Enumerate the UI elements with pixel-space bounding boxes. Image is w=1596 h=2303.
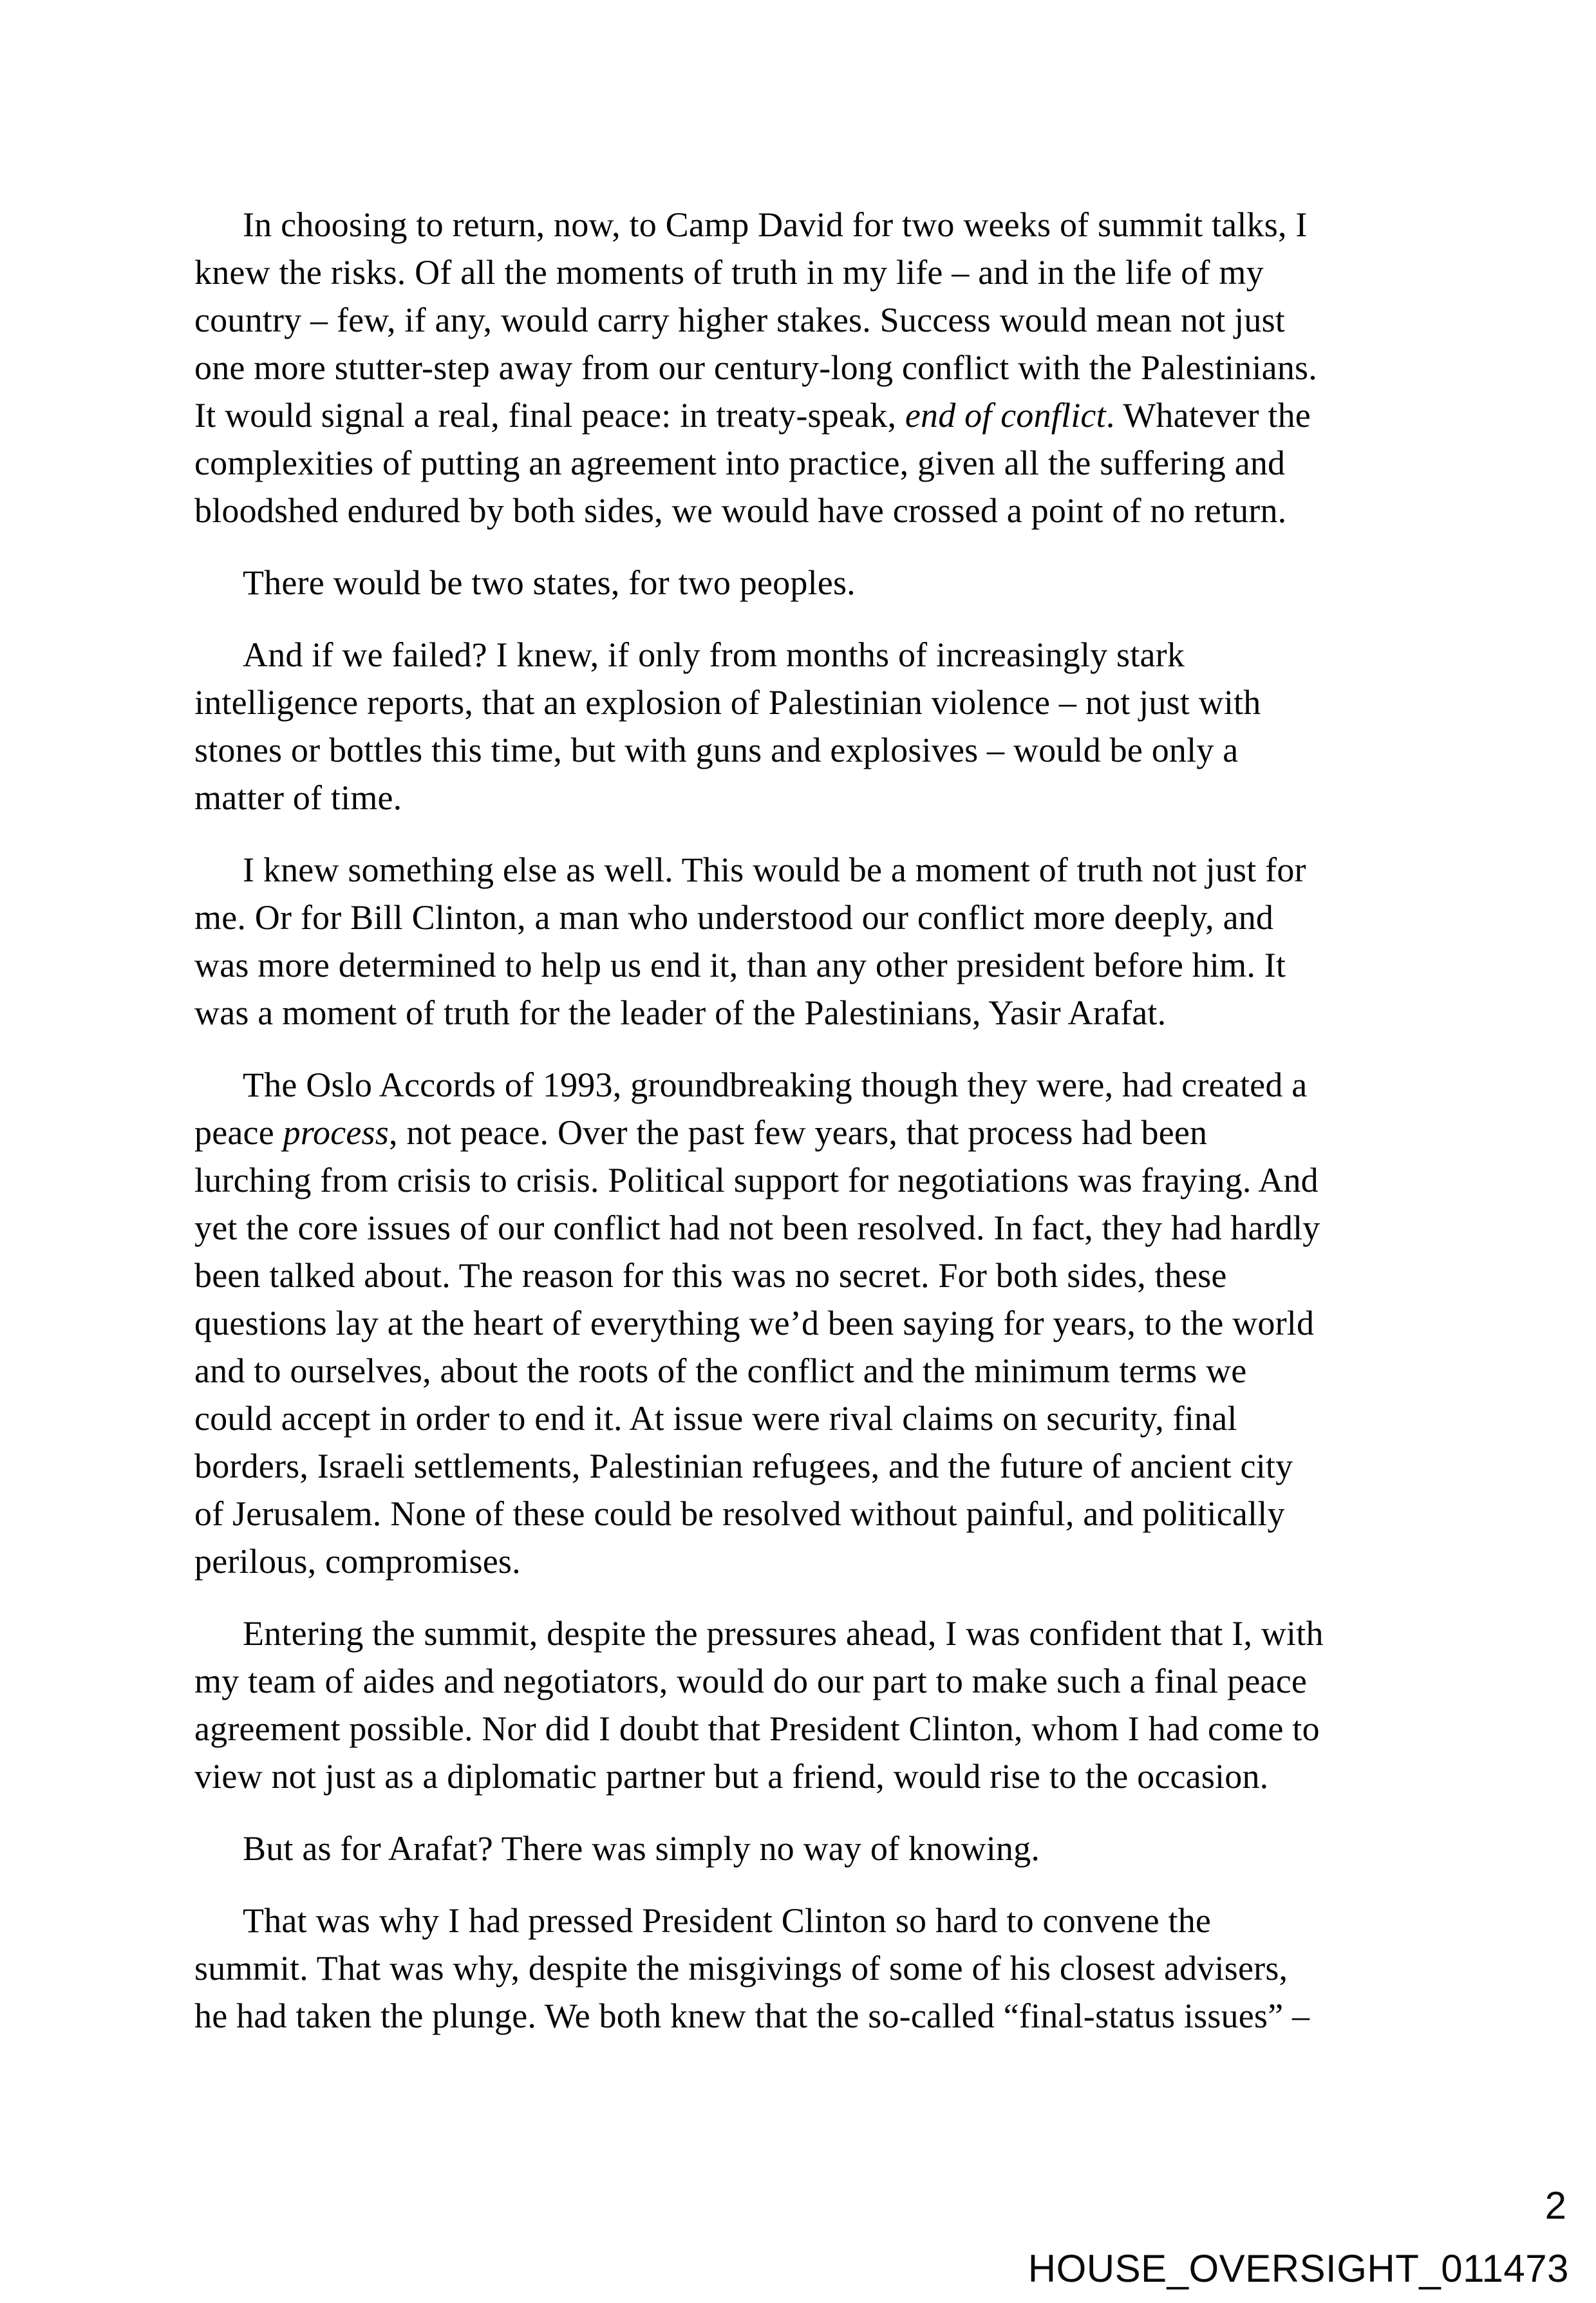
text-line bbox=[194, 1490, 1443, 1537]
text-segment: view not just as a diplomatic partner but a friend, would rise to the occasion. bbox=[194, 1757, 1269, 1796]
paragraph bbox=[194, 559, 1443, 606]
text-line bbox=[194, 774, 1443, 822]
italic-text-segment: process bbox=[283, 1113, 389, 1152]
text-line bbox=[194, 487, 1443, 534]
text-segment: me. Or for Bill Clinton, a man who understood our conflict more deeply, and bbox=[194, 898, 1274, 937]
text-segment: And if we failed? I knew, if only from months of increasingly stark bbox=[243, 635, 1185, 674]
text-segment: The Oslo Accords of 1993, groundbreaking though they were, had created a bbox=[243, 1066, 1308, 1104]
text-segment: matter of time. bbox=[194, 778, 402, 817]
text-line bbox=[194, 1610, 1443, 1657]
paragraph bbox=[194, 201, 1443, 534]
text-segment: I knew something else as well. This would be a moment of truth not just for bbox=[243, 851, 1306, 889]
text-segment: was a moment of truth for the leader of the Palestinians, Yasir Arafat. bbox=[194, 993, 1167, 1032]
text-segment: stones or bottles this time, but with guns and explosives – would be only a bbox=[194, 731, 1239, 769]
text-segment: could accept in order to end it. At issue were rival claims on security, final bbox=[194, 1399, 1237, 1438]
text-segment: But as for Arafat? There was simply no way of knowing. bbox=[243, 1829, 1040, 1868]
paragraph bbox=[194, 1610, 1443, 1800]
text-line bbox=[194, 1156, 1443, 1204]
text-line bbox=[194, 1252, 1443, 1299]
page-number: 2 bbox=[1544, 2184, 1566, 2227]
paragraph bbox=[194, 1061, 1443, 1585]
text-segment: complexities of putting an agreement into practice, given all the suffering and bbox=[194, 444, 1286, 482]
text-segment: questions lay at the heart of everything we’d been saying for years, to the world bbox=[194, 1304, 1315, 1342]
text-segment: agreement possible. Nor did I doubt that President Clinton, whom I had come to bbox=[194, 1709, 1320, 1748]
text-segment: and to ourselves, about the roots of the conflict and the minimum terms we bbox=[194, 1351, 1247, 1390]
page-body bbox=[194, 201, 1443, 2064]
text-segment: summit. That was why, despite the misgivings of some of his closest advisers, bbox=[194, 1949, 1288, 1988]
text-line bbox=[194, 941, 1443, 989]
text-line bbox=[194, 894, 1443, 941]
text-line bbox=[194, 1204, 1443, 1252]
text-line bbox=[194, 989, 1443, 1037]
text-line bbox=[194, 1705, 1443, 1753]
text-line bbox=[194, 344, 1443, 391]
text-segment: knew the risks. Of all the moments of truth in my life – and in the life of my bbox=[194, 253, 1264, 292]
text-segment: lurching from crisis to crisis. Political support for negotiations was fraying. And bbox=[194, 1161, 1319, 1199]
text-line bbox=[194, 559, 1443, 606]
text-line bbox=[194, 1825, 1443, 1872]
text-segment: bloodshed endured by both sides, we would have crossed a point of no return. bbox=[194, 491, 1287, 530]
text-segment: . Whatever the bbox=[1105, 396, 1311, 435]
text-segment: perilous, compromises. bbox=[194, 1542, 521, 1581]
text-segment: yet the core issues of our conflict had not been resolved. In fact, they had hardly bbox=[194, 1208, 1320, 1247]
text-line bbox=[194, 391, 1443, 439]
text-segment: , not peace. Over the past few years, that process had been bbox=[388, 1113, 1208, 1152]
text-segment: That was why I had pressed President Clinton so hard to convene the bbox=[243, 1901, 1212, 1940]
text-segment: he had taken the plunge. We both knew that the so-called “final-status issues” – bbox=[194, 1997, 1310, 2035]
text-segment: one more stutter-step away from our century-long conflict with the Palestinians. bbox=[194, 348, 1317, 387]
text-line bbox=[194, 726, 1443, 774]
text-line bbox=[194, 201, 1443, 249]
text-line bbox=[194, 1347, 1443, 1395]
text-line bbox=[194, 1944, 1443, 1992]
text-line bbox=[194, 1109, 1443, 1156]
text-line bbox=[194, 1753, 1443, 1800]
text-segment: Entering the summit, despite the pressures ahead, I was confident that I, with bbox=[243, 1614, 1324, 1653]
text-segment: country – few, if any, would carry higher stakes. Success would mean not just bbox=[194, 301, 1285, 339]
text-segment: borders, Israeli settlements, Palestinian refugees, and the future of ancient city bbox=[194, 1447, 1293, 1485]
text-line bbox=[194, 249, 1443, 296]
paragraph bbox=[194, 846, 1443, 1037]
text-line bbox=[194, 1657, 1443, 1705]
text-line bbox=[194, 1299, 1443, 1347]
text-line bbox=[194, 1897, 1443, 1944]
italic-text-segment: end of conflict bbox=[905, 396, 1106, 435]
text-line bbox=[194, 439, 1443, 487]
text-segment: In choosing to return, now, to Camp David for two weeks of summit talks, I bbox=[243, 205, 1308, 244]
paragraph bbox=[194, 1897, 1443, 2040]
text-line bbox=[194, 1395, 1443, 1442]
text-line bbox=[194, 631, 1443, 679]
text-segment: been talked about. The reason for this was no secret. For both sides, these bbox=[194, 1256, 1227, 1295]
text-line bbox=[194, 296, 1443, 344]
text-line bbox=[194, 679, 1443, 726]
text-line bbox=[194, 846, 1443, 894]
text-segment: my team of aides and negotiators, would do our part to make such a final peace bbox=[194, 1662, 1308, 1700]
text-segment: intelligence reports, that an explosion of Palestinian violence – not just with bbox=[194, 683, 1261, 722]
text-segment: It would signal a real, final peace: in treaty-speak, bbox=[194, 396, 905, 435]
text-segment: peace bbox=[194, 1113, 283, 1152]
text-line bbox=[194, 1442, 1443, 1490]
paragraph bbox=[194, 631, 1443, 822]
bates-number: HOUSE_OVERSIGHT_011473 bbox=[1028, 2247, 1569, 2290]
text-segment: of Jerusalem. None of these could be resolved without painful, and politically bbox=[194, 1494, 1285, 1533]
paragraph bbox=[194, 1825, 1443, 1872]
text-segment: was more determined to help us end it, than any other president before him. It bbox=[194, 946, 1286, 984]
text-line bbox=[194, 1061, 1443, 1109]
text-line bbox=[194, 1992, 1443, 2040]
text-line bbox=[194, 1537, 1443, 1585]
text-segment: There would be two states, for two peoples. bbox=[243, 563, 856, 602]
